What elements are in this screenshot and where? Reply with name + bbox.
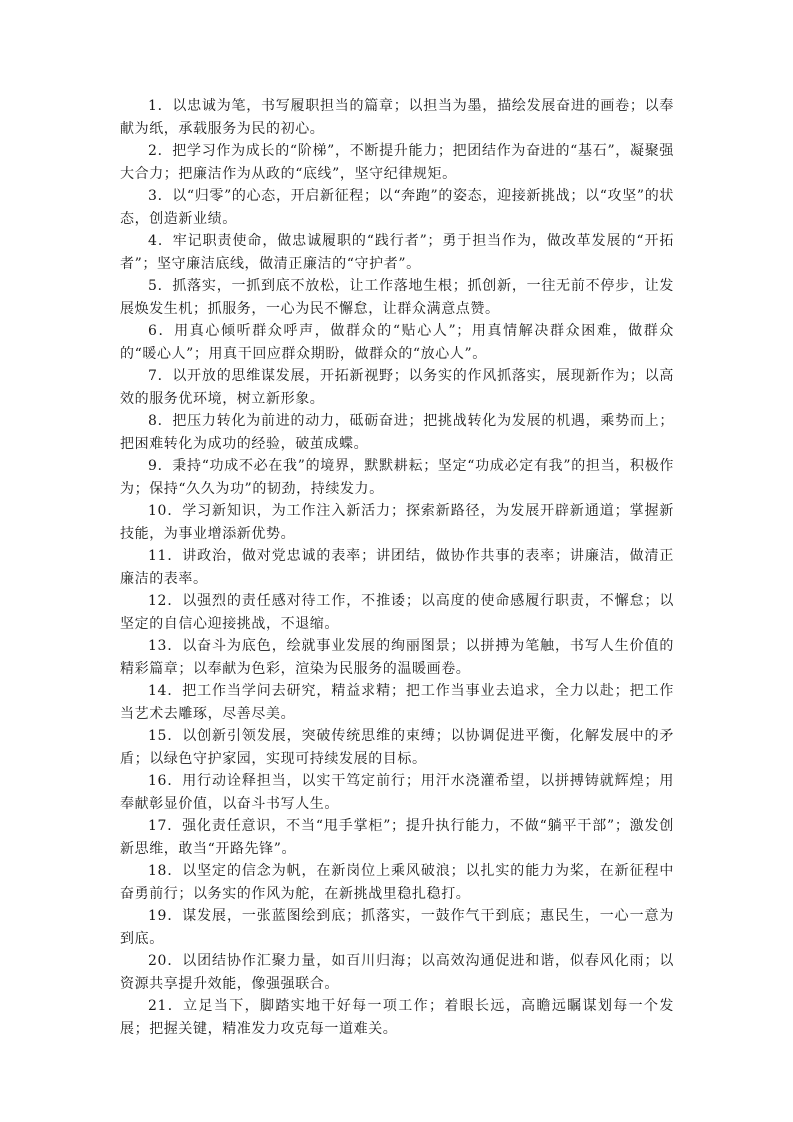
paragraph-19: 19．谋发展，一张蓝图绘到底；抓落实，一鼓作气干到底；惠民生，一心一意为到底。 xyxy=(120,908,674,947)
paragraph-18: 18．以坚定的信念为帆，在新岗位上乘风破浪；以扎实的能力为桨，在新征程中奋勇前行；以务实的作风为舵，在新挑战里稳扎稳打。 xyxy=(120,863,674,902)
paragraph-6: 6．用真心倾听群众呼声，做群众的“贴心人”；用真情解决群众困难，做群众的“暖心人”；用真干回应群众期盼，做群众的“放心人”。 xyxy=(120,323,674,362)
paragraph-11: 11．讲政治，做对党忠诚的表率；讲团结，做协作共事的表率；讲廉洁，做清正廉洁的表率。 xyxy=(120,548,674,587)
paragraph-15: 15．以创新引领发展，突破传统思维的束缚；以协调促进平衡，化解发展中的矛盾；以绿色守护家园，实现可持续发展的目标。 xyxy=(120,728,674,767)
paragraph-12: 12．以强烈的责任感对待工作，不推诿；以高度的使命感履行职责，不懈怠；以坚定的自信心迎接挑战，不退缩。 xyxy=(120,593,674,632)
paragraph-2: 2．把学习作为成长的“阶梯”，不断提升能力；把团结作为奋进的“基石”，凝聚强大合力；把廉洁作为从政的“底线”，坚守纪律规矩。 xyxy=(120,143,674,182)
paragraph-4: 4．牢记职责使命，做忠诚履职的“践行者”；勇于担当作为，做改革发展的“开拓者”；坚守廉洁底线，做清正廉洁的“守护者”。 xyxy=(120,233,674,272)
paragraph-7: 7．以开放的思维谋发展，开拓新视野；以务实的作风抓落实，展现新作为；以高效的服务优环境，树立新形象。 xyxy=(120,368,674,407)
paragraph-5: 5．抓落实，一抓到底不放松，让工作落地生根；抓创新，一往无前不停步，让发展焕发生机；抓服务，一心为民不懈怠，让群众满意点赞。 xyxy=(120,278,674,317)
paragraph-8: 8．把压力转化为前进的动力，砥砺奋进；把挑战转化为发展的机遇，乘势而上；把困难转化为成功的经验，破茧成蝶。 xyxy=(120,413,674,452)
paragraph-3: 3．以“归零”的心态，开启新征程；以“奔跑”的姿态，迎接新挑战；以“攻坚”的状态，创造新业绩。 xyxy=(120,188,674,227)
paragraph-10: 10．学习新知识，为工作注入新活力；探索新路径，为发展开辟新通道；掌握新技能，为事业增添新优势。 xyxy=(120,503,674,542)
paragraph-16: 16．用行动诠释担当，以实干笃定前行；用汗水浇灌希望，以拼搏铸就辉煌；用奉献彰显价值，以奋斗书写人生。 xyxy=(120,773,674,812)
paragraph-14: 14．把工作当学问去研究，精益求精；把工作当事业去追求，全力以赴；把工作当艺术去雕琢，尽善尽美。 xyxy=(120,683,674,722)
paragraph-13: 13．以奋斗为底色，绘就事业发展的绚丽图景；以拼搏为笔触，书写人生价值的精彩篇章；以奉献为色彩，渲染为民服务的温暖画卷。 xyxy=(120,638,674,677)
paragraph-9: 9．秉持“功成不必在我”的境界，默默耕耘；坚定“功成必定有我”的担当，积极作为；保持“久久为功”的韧劲，持续发力。 xyxy=(120,458,674,497)
document-body xyxy=(120,95,674,1040)
paragraph-17: 17．强化责任意识，不当“甩手掌柜”；提升执行能力，不做“躺平干部”；激发创新思维，敢当“开路先锋”。 xyxy=(120,818,674,857)
paragraph-20: 20．以团结协作汇聚力量，如百川归海；以高效沟通促进和谐，似春风化雨；以资源共享提升效能，像强强联合。 xyxy=(120,953,674,992)
paragraph-21: 21．立足当下，脚踏实地干好每一项工作；着眼长远，高瞻远瞩谋划每一个发展；把握关键，精准发力攻克每一道难关。 xyxy=(120,998,674,1037)
paragraph-1: 1．以忠诚为笔，书写履职担当的篇章；以担当为墨，描绘发展奋进的画卷；以奉献为纸，承载服务为民的初心。 xyxy=(120,98,674,137)
